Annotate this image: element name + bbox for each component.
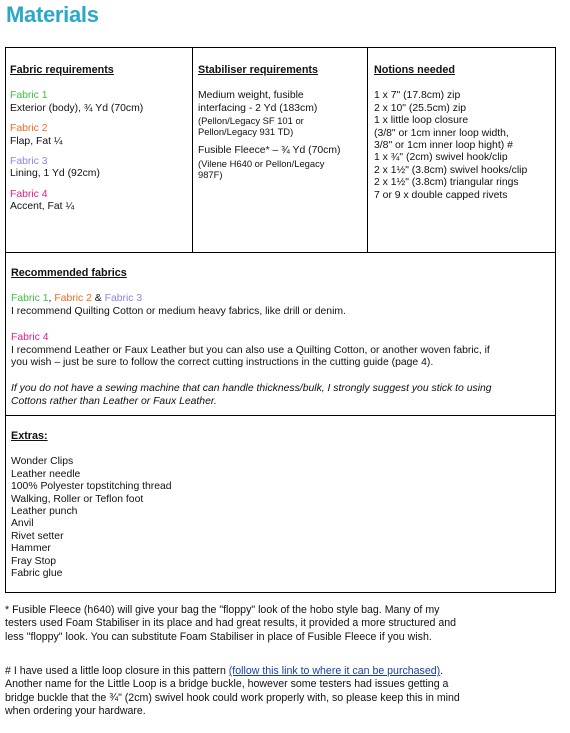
fabric-requirements-cell — [6, 48, 193, 252]
little-loop-footnote — [5, 665, 555, 719]
fabric-requirements-heading: Fabric requirements — [10, 64, 114, 76]
footnote-line: Another name for the Little Loop is a bridge buckle, however some testers had issues getting a — [5, 678, 449, 691]
recommended-group-1-labels — [11, 293, 551, 305]
footnote-line: when ordering your hardware. — [5, 705, 146, 718]
stabiliser-item-1-line-1: Medium weight, fusible — [198, 90, 304, 102]
extras-heading: Extras: — [11, 430, 48, 442]
recommended-fabrics-heading: Recommended fabrics — [11, 267, 127, 279]
stabiliser-item-2-note-1: (Vilene H640 or Pellon/Legacy — [198, 157, 325, 169]
fabric-1-tag: Fabric 1 — [11, 293, 49, 305]
fabric-3-label: Fabric 3 — [10, 156, 48, 168]
recommended-fabrics-section — [5, 252, 556, 415]
fabric-4-detail: Accent, Fat ¼ — [10, 201, 75, 213]
footnote-text: . — [440, 665, 444, 677]
fabric-3-tag: Fabric 3 — [104, 293, 143, 305]
stabiliser-item-1-note-2: Pellon/Legacy 931 TD) — [198, 126, 294, 138]
fabric-4-tag: Fabric 4 — [11, 332, 49, 344]
recommended-group-1-text: I recommend Quilting Cotton or medium heavy fabrics, like drill or denim. — [11, 305, 346, 317]
notion-item: 2 x 1½" (3.8cm) triangular rings — [374, 177, 519, 189]
notions-needed-heading: Notions needed — [374, 64, 455, 76]
notion-item: 2 x 10" (25.5cm) zip — [374, 102, 467, 114]
purchase-link[interactable]: (follow this link to where it can be purchased) — [228, 665, 441, 677]
fabric-4-label: Fabric 4 — [10, 188, 48, 200]
recommended-group-2-text-2: you wish – just be sure to follow the correct cutting instructions in the cutting guide (page 4). — [11, 357, 434, 369]
extras-item: Rivet setter — [11, 530, 64, 542]
notions-needed-cell — [367, 48, 555, 252]
separator: , — [48, 293, 55, 305]
footnote-line: * Fusible Fleece (h640) will give your bag the "floppy" look of the hobo style bag. Many of my — [5, 604, 440, 616]
footnote-line — [5, 665, 555, 678]
extras-section — [5, 415, 556, 593]
sewing-machine-note-2: Cottons rather than Leather or Faux Leather. — [11, 395, 217, 407]
notion-item: (3/8" or 1cm inner loop width, — [374, 127, 509, 139]
footnote-line: bridge buckle that the ¾" (2cm) swivel hook could work properly with, so please keep this in mind — [5, 691, 460, 704]
stabiliser-item-2-line: Fusible Fleece* – ¾ Yd (70cm) — [198, 145, 341, 157]
fabric-2-detail: Flap, Fat ¼ — [10, 135, 63, 147]
notion-item: 7 or 9 x double capped rivets — [374, 189, 508, 201]
fabric-2-label: Fabric 2 — [10, 123, 48, 135]
stabiliser-item-2-note-2: 987F) — [198, 168, 223, 180]
requirements-table — [5, 47, 556, 252]
footnote-text: # I have used a little loop closure in this pattern — [5, 665, 229, 677]
extras-item: Fabric glue — [11, 568, 63, 580]
fabric-1-detail: Exterior (body), ¾ Yd (70cm) — [10, 102, 144, 114]
extras-item: Fray Stop — [11, 555, 57, 567]
notion-item: 3/8" or 1cm inner loop hight) # — [374, 140, 513, 152]
notion-item: 1 x little loop closure — [374, 115, 469, 127]
recommended-group-2-text-1: I recommend Leather or Faux Leather but you can also use a Quilting Cotton, or another woven fabric, if — [11, 344, 490, 356]
extras-item: Leather needle — [11, 468, 81, 480]
footnote-line: testers used Foam Stabiliser in its place and had great results, it provided a more structured and — [5, 617, 457, 630]
separator: & — [91, 293, 105, 305]
extras-item: Leather punch — [11, 506, 78, 518]
notion-item: 1 x ¾" (2cm) swivel hook/clip — [374, 152, 508, 164]
notion-item: 2 x 1½" (3.8cm) swivel hooks/clip — [374, 164, 528, 176]
fabric-2-tag: Fabric 2 — [54, 293, 92, 305]
sewing-machine-note-1: If you do not have a sewing machine that can handle thickness/bulk, I strongly suggest you stick to using — [11, 383, 492, 395]
extras-item: Walking, Roller or Teflon foot — [11, 493, 144, 505]
extras-item: Wonder Clips — [11, 456, 74, 468]
extras-item: Anvil — [11, 518, 34, 530]
extras-item: Hammer — [11, 543, 51, 555]
stabiliser-item-1-note-1: (Pellon/Legacy SF 101 or — [198, 115, 304, 127]
stabiliser-requirements-heading: Stabiliser requirements — [198, 64, 319, 76]
notion-item: 1 x 7" (17.8cm) zip — [374, 90, 461, 102]
extras-item: 100% Polyester topstitching thread — [11, 481, 172, 493]
footnote-line: less "floppy" look. You can substitute Foam Stabiliser in place of Fusible Fleece if you wish. — [5, 630, 432, 643]
fusible-fleece-footnote — [5, 604, 555, 644]
stabiliser-item-1-line-2: interfacing - 2 Yd (183cm) — [198, 102, 318, 114]
page-title: Materials — [6, 2, 99, 27]
fabric-1-label: Fabric 1 — [10, 90, 48, 102]
fabric-3-detail: Lining, 1 Yd (92cm) — [10, 168, 100, 180]
stabiliser-requirements-cell — [192, 48, 368, 252]
